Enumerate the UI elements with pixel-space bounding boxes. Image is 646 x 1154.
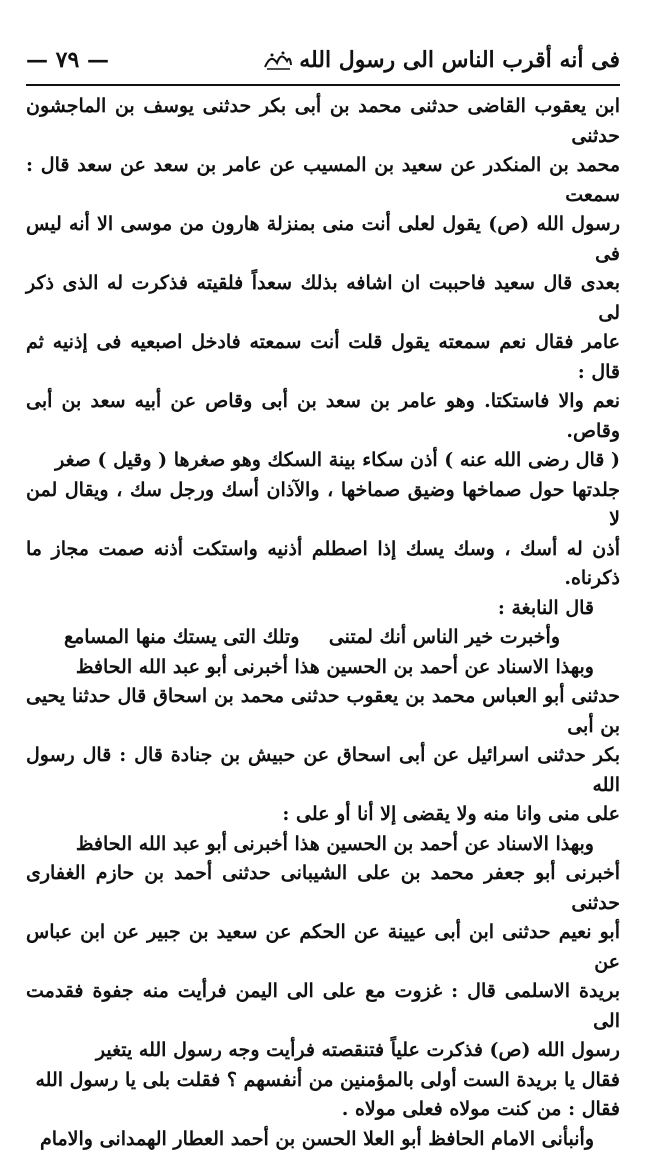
header-rule bbox=[26, 84, 620, 86]
text-line: وبهذا الاسناد عن أحمد بن الحسين هذا أخبرنى أبو عبد الله الحافظ bbox=[26, 830, 620, 860]
text-line: بريدة الاسلمى قال : غزوت مع على الى اليمن فرأيت منه جفوة فقدمت الى bbox=[26, 977, 620, 1036]
text-line: ( قال رضى الله عنه ) أذن سكاء بينة السكك وهو صغرها ( وقيل ) صغر bbox=[26, 446, 620, 476]
page-header bbox=[26, 40, 620, 80]
running-head-text: فى أنه أقرب الناس الى رسول الله bbox=[299, 47, 620, 73]
poem-verse bbox=[26, 623, 620, 653]
text-line: رسول الله (ص) فذكرت علياً فتنقصته فرأيت وجه رسول الله يتغير bbox=[26, 1036, 620, 1066]
text-line: فقال : من كنت مولاه فعلى مولاه . bbox=[26, 1095, 620, 1125]
running-head bbox=[263, 47, 620, 73]
text-line: حدثنى أبو العباس محمد بن يعقوب حدثنى محمد بن اسحاق قال حدثنا يحيى بن أبى bbox=[26, 682, 620, 741]
text-line: أبو نعيم حدثنى ابن أبى عيينة عن الحكم عن سعيد بن جبير عن ابن عباس عن bbox=[26, 918, 620, 977]
text-line: عامر فقال نعم سمعته يقول قلت أنت سمعته فادخل اصبعيه فى إذنيه ثم قال : bbox=[26, 328, 620, 387]
page-number: — ٧٩ — bbox=[26, 47, 109, 73]
body-text bbox=[26, 92, 620, 1154]
verse-second-hemistich: وتلك التى يستك منها المسامع bbox=[64, 623, 299, 653]
text-line: بكر حدثنى اسرائيل عن أبى اسحاق عن حبيش بن جنادة قال : قال رسول الله bbox=[26, 741, 620, 800]
text-line: نعم والا فاستكتا. وهو عامر بن سعد بن أبى وقاص عن أبيه سعد بن أبى وقاص. bbox=[26, 387, 620, 446]
salawat-seal-icon bbox=[263, 49, 293, 71]
verse-first-hemistich: وأخبرت خير الناس أنك لمتنى bbox=[329, 623, 560, 653]
text-line: أذن له أسك ، وسك يسك إذا اصطلم أذنيه واستكت أذنه صمت مجاز ما ذكرناه. bbox=[26, 535, 620, 594]
text-line: رسول الله (ص) يقول لعلى أنت منى بمنزلة هارون من موسى الا أنه ليس فى bbox=[26, 210, 620, 269]
text-line: أخبرنى أبو جعفر محمد بن على الشيبانى حدثنى أحمد بن حازم الغفارى حدثنى bbox=[26, 859, 620, 918]
poet-attribution: قال النابغة : bbox=[26, 594, 620, 624]
text-line: ابن يعقوب القاضى حدثنى محمد بن أبى بكر حدثنى يوسف بن الماجشون حدثنى bbox=[26, 92, 620, 151]
text-line: محمد بن المنكدر عن سعيد بن المسيب عن عامر بن سعد عن سعد قال : سمعت bbox=[26, 151, 620, 210]
text-line: وبهذا الاسناد عن أحمد بن الحسين هذا أخبرنى أبو عبد الله الحافظ bbox=[26, 653, 620, 683]
text-line: جلدتها حول صماخها وضيق صماخها ، والآذان أسك ورجل سك ، ويقال لمن لا bbox=[26, 476, 620, 535]
text-line: بعدى قال سعيد فاحببت ان اشافه بذلك سعداً فلقيته فذكرت له الذى ذكر لى bbox=[26, 269, 620, 328]
text-line: فقال يا بريدة الست أولى بالمؤمنين من أنفسهم ؟ فقلت بلى يا رسول الله bbox=[26, 1066, 620, 1096]
text-line: وأنبأنى الامام الحافظ أبو العلا الحسن بن أحمد العطار الهمدانى والامام bbox=[26, 1125, 620, 1154]
text-line: على منى وانا منه ولا يقضى إلا أنا أو على : bbox=[26, 800, 620, 830]
